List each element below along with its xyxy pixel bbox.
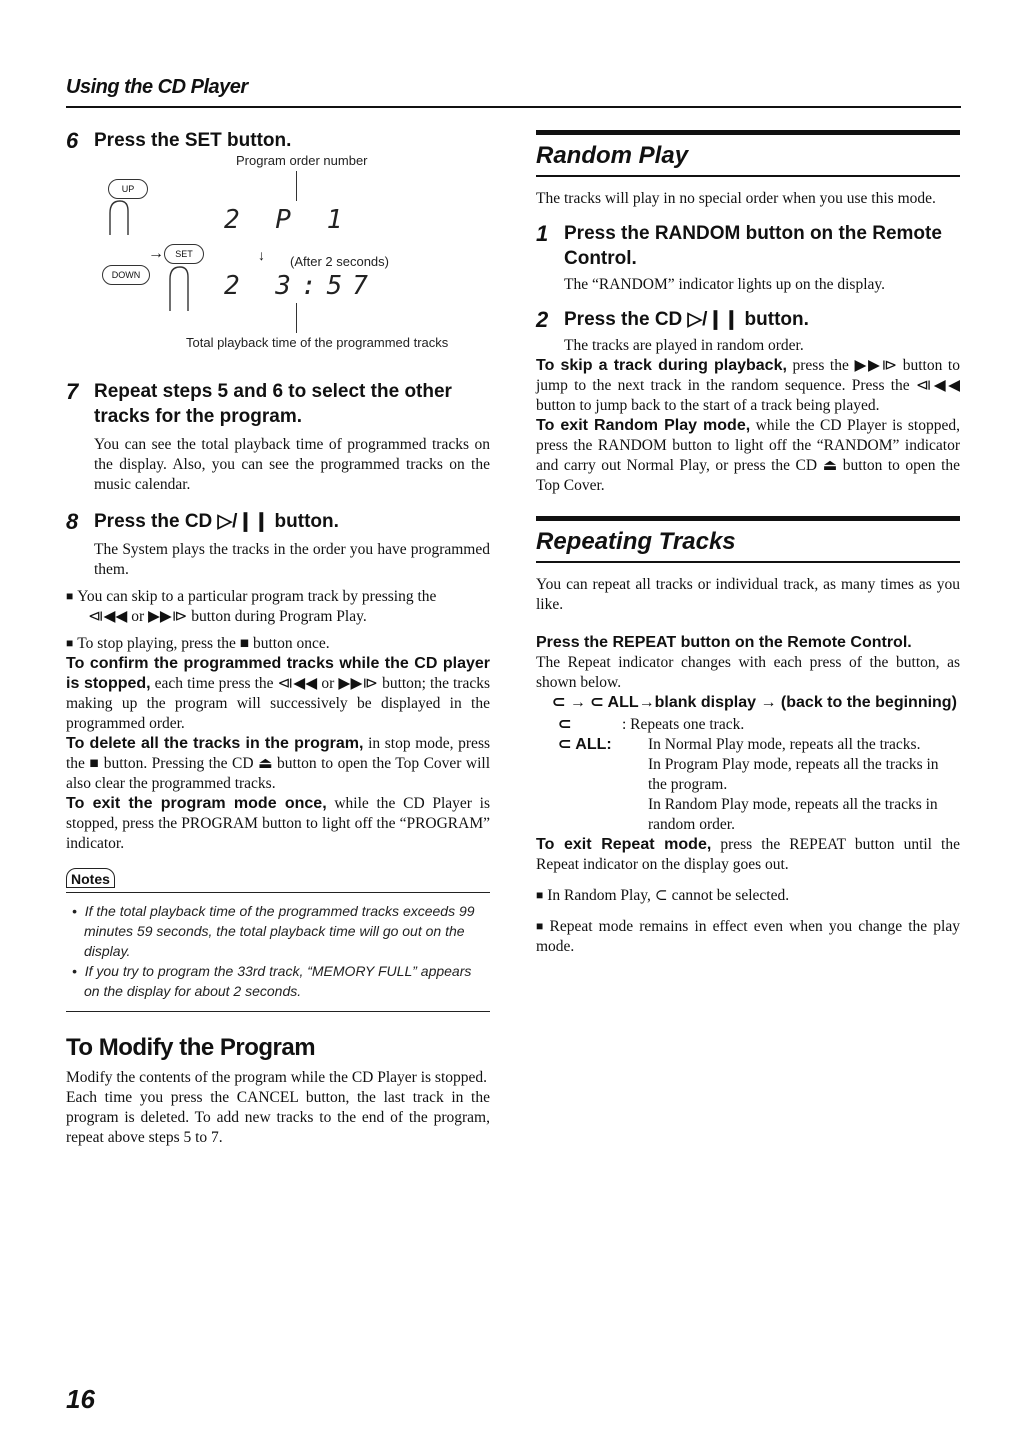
- note-item-1: • If the total playback time of the programmed tracks exceeds 99 minutes 59 seconds, the total playback time will go out on the display.: [72, 903, 475, 959]
- notes-header: [66, 868, 490, 893]
- repeat-intro: You can repeat all tracks or individual track, as many times as you like.: [536, 576, 960, 613]
- random-step-1-title: Press the RANDOM button on the Remote Control.: [564, 223, 942, 269]
- random-step-2-number: 2: [536, 307, 549, 332]
- repeat-bullet-1: [536, 885, 960, 906]
- exit-repeat-paragraph: [536, 835, 960, 875]
- repeat-row-all: [558, 735, 960, 835]
- skip-body: press the ▶▶⧐ button to jump to the next track in the random sequence. Press the ⧏◀◀ button to jump back to the start of a track being played.: [536, 357, 960, 414]
- step-7-title: Repeat steps 5 and 6 to select the other tracks for the program.: [94, 381, 452, 427]
- repeat-press-head-text: Press the REPEAT button on the Remote Control.: [536, 634, 912, 651]
- stop-bullet-text: To stop playing, press the ■ button once.: [77, 635, 330, 652]
- total-caption: Total playback time of the programmed tracks: [186, 335, 449, 350]
- step-6-title: Press the SET button.: [94, 130, 292, 151]
- confirm-head: To confirm the programmed tracks while the CD player is stopped,: [66, 655, 490, 692]
- random-step-2-title-pre: Press the CD: [564, 309, 688, 330]
- repeat-bullet-2-text: Repeat mode remains in effect even when you change the play mode.: [536, 918, 960, 955]
- program-diagram: [66, 153, 490, 353]
- down-button[interactable]: DOWN: [102, 265, 150, 285]
- repeat-section-header: [536, 516, 960, 563]
- caption-line-top: [296, 171, 297, 201]
- random-play-pause-icon: ▷/❙❙: [687, 309, 740, 330]
- page-number: 16: [66, 1384, 95, 1414]
- up-button[interactable]: UP: [108, 179, 148, 199]
- repeat-one-key: ⊂: [558, 716, 572, 733]
- step-8-title-pre: Press the CD: [94, 511, 218, 532]
- display-bottom: 2 3:57: [224, 271, 378, 301]
- random-step-1-body: The “RANDOM” indicator lights up on the display.: [564, 276, 885, 293]
- confirm-paragraph: [66, 654, 490, 734]
- repeat-one-value: : Repeats one track.: [622, 716, 745, 733]
- step-7-heading: [66, 379, 490, 429]
- right-column: [536, 130, 960, 957]
- repeat-all-key: ⊂ ALL:: [558, 736, 612, 753]
- random-section-header: [536, 130, 960, 177]
- modify-p2: Each time you press the CANCEL button, the last track in the program is deleted. To add new tracks to the end of the program, repeat above steps 5 to 7.: [66, 1089, 490, 1146]
- exit-repeat-head: To exit Repeat mode,: [536, 836, 712, 853]
- skip-paragraph: [536, 356, 960, 416]
- step-7-body: You can see the total playback time of programmed tracks on the display. Also, you can see the programmed tracks on the music calendar.: [94, 436, 490, 493]
- random-step-2-title-post: button.: [739, 309, 809, 330]
- random-step-2-body: The tracks are played in random order.: [564, 337, 804, 354]
- play-pause-icon: ▷/❙❙: [217, 511, 270, 532]
- repeat-bullet-1-text: In Random Play, ⊂ cannot be selected.: [547, 887, 790, 904]
- program-order-caption: Program order number: [236, 153, 368, 168]
- modify-title: To Modify the Program: [66, 1034, 316, 1061]
- note-item-1-text: If the total playback time of the programmed tracks exceeds 99 minutes 59 seconds, the total playback time will go out on the display.: [84, 903, 475, 959]
- left-column: [66, 128, 490, 1148]
- exit-random-paragraph: [536, 416, 960, 496]
- repeat-modes-table: [558, 715, 960, 835]
- stop-bullet: [66, 633, 490, 654]
- exit-repeat-body: press the REPEAT button until the Repeat indicator on the display goes out.: [536, 836, 960, 873]
- delete-head: To delete all the tracks in the program,: [66, 735, 364, 752]
- repeat-title: Repeating Tracks: [536, 528, 736, 555]
- delete-body: in stop mode, press the ■ button. Pressing the CD ⏏ button to open the Top Cover will also clear the programmed tracks.: [66, 735, 491, 792]
- header-title: Using the CD Player: [66, 76, 248, 98]
- finger-icon-2: [162, 263, 202, 313]
- step-6-number: 6: [66, 128, 79, 153]
- delete-paragraph: [66, 734, 490, 794]
- repeat-press-head: [536, 633, 960, 653]
- step-7-number: 7: [66, 379, 79, 404]
- display-top: 2 P 1: [224, 205, 353, 235]
- finger-icon: [102, 197, 142, 237]
- skip-bullet: [66, 586, 490, 607]
- random-step-2-heading: [536, 307, 960, 332]
- notes-label: Notes: [66, 868, 115, 888]
- exit-program-paragraph: [66, 794, 490, 854]
- repeat-all-values: [648, 735, 960, 835]
- note-item-2: • If you try to program the 33rd track, “MEMORY FULL” appears on the display for about 2 seconds.: [72, 963, 472, 999]
- step-8-number: 8: [66, 509, 79, 534]
- modify-p1: Modify the contents of the program while the CD Player is stopped.: [66, 1069, 488, 1086]
- repeat-all-normal: In Normal Play mode, repeats all the tracks.: [648, 736, 921, 753]
- step-8-title-post: button.: [269, 511, 339, 532]
- exit-random-body: while the CD Player is stopped, press the RANDOM button to light off the “RANDOM” indicator and carry out Normal Play, or press the CD ⏏ button to open the Top Cover.: [536, 417, 960, 494]
- confirm-body: each time press the ⧏◀◀ or ▶▶⧐ button; the tracks making up the program will successively be displayed in the programmed order.: [66, 675, 491, 732]
- skip-bullet-a: You can skip to a particular program track by pressing the: [77, 588, 437, 605]
- skip-bullet-b: ⧏◀◀ or ▶▶⧐ button during Program Play.: [88, 608, 367, 625]
- exit-random-head: To exit Random Play mode,: [536, 417, 751, 434]
- step-6-heading: [66, 128, 490, 153]
- random-step-1-number: 1: [536, 221, 549, 246]
- header-rule: [66, 106, 961, 108]
- random-title: Random Play: [536, 142, 689, 169]
- repeat-press-body: The Repeat indicator changes with each press of the button, as shown below.: [536, 654, 960, 691]
- skip-head: To skip a track during playback,: [536, 357, 787, 374]
- repeat-all-random: In Random Play mode, repeats all the tracks in random order.: [648, 796, 938, 833]
- repeat-sequence: ⊂ → ⊂ ALL→blank display → (back to the beginning): [552, 694, 957, 711]
- down-arrow-icon: ↓: [258, 249, 265, 264]
- repeat-row-one: [558, 715, 960, 735]
- caption-line-bottom: [296, 303, 297, 333]
- random-intro: The tracks will play in no special order when you use this mode.: [536, 190, 936, 207]
- step-8-heading: [66, 509, 490, 534]
- exit-program-body: while the CD Player is stopped, press the PROGRAM button to light off the “PROGRAM” indicator.: [66, 795, 491, 852]
- set-button[interactable]: SET: [164, 244, 204, 264]
- note-item-2-text: If you try to program the 33rd track, “MEMORY FULL” appears on the display for about 2 seconds.: [84, 963, 472, 999]
- notes-box: [66, 868, 490, 1012]
- random-step-1-heading: [536, 221, 960, 271]
- arrow-icon: →: [148, 245, 164, 262]
- repeat-all-program: In Program Play mode, repeats all the tracks in the program.: [648, 756, 939, 793]
- step-8-body: The System plays the tracks in the order you have programmed them.: [94, 541, 490, 578]
- repeat-bullet-2: [536, 916, 960, 957]
- after-caption: (After 2 seconds): [290, 254, 389, 269]
- exit-program-head: To exit the program mode once,: [66, 795, 327, 812]
